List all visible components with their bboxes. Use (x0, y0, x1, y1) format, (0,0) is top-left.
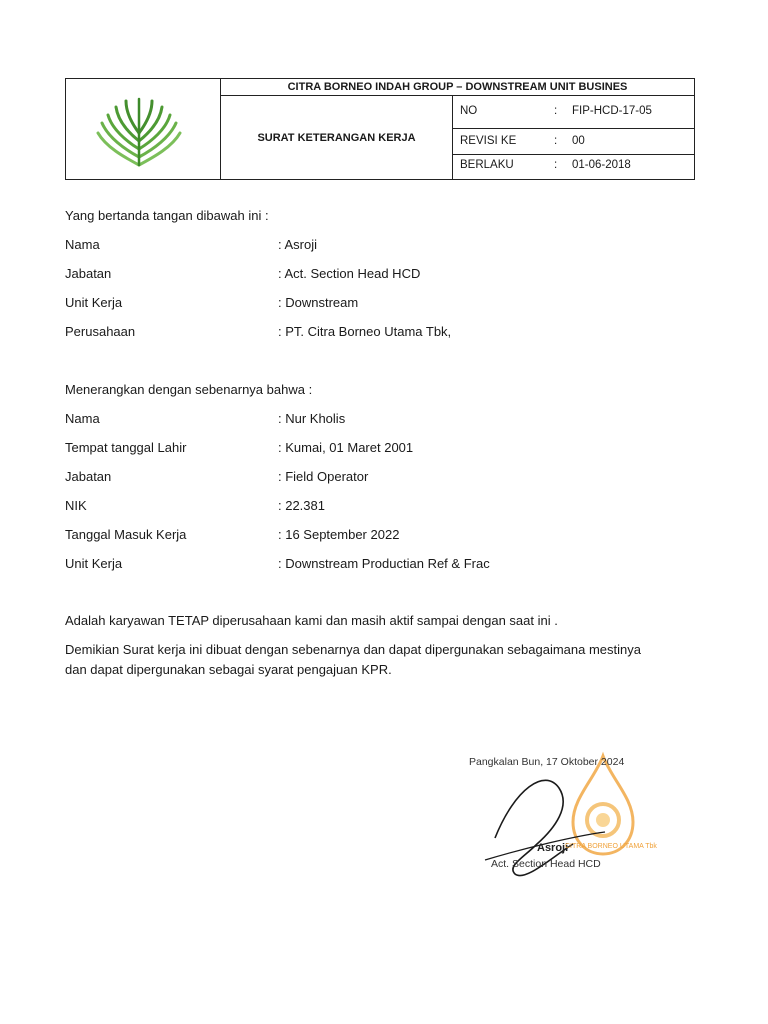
employee-label-tanggal-masuk: Tanggal Masuk Kerja (65, 527, 187, 542)
employee-label-nama: Nama (65, 411, 100, 426)
meta-colon: : (554, 135, 558, 147)
signer-intro: Yang bertanda tangan dibawah ini : (65, 208, 269, 223)
signature-block (455, 748, 675, 888)
employee-value-nama: : Nur Kholis (278, 411, 346, 426)
employee-value-tanggal-masuk: : 16 September 2022 (278, 527, 400, 542)
meta-row-no (453, 96, 694, 129)
stamp-text: CITRA BORNEO UTAMA Tbk (565, 843, 657, 850)
signer-label-perusahaan: Perusahaan (65, 324, 136, 339)
meta-row-revisi (453, 129, 694, 155)
document-header-table (65, 78, 695, 180)
signer-label-unit: Unit Kerja (65, 295, 123, 310)
meta-row-berlaku (453, 155, 694, 179)
meta-key: REVISI KE (460, 135, 517, 147)
palm-leaf-logo-icon (94, 97, 184, 169)
signer-label-jabatan: Jabatan (65, 266, 112, 281)
employee-value-ttl: : Kumai, 01 Maret 2001 (278, 440, 414, 455)
employee-label-unit: Unit Kerja (65, 556, 123, 571)
document-title: SURAT KETERANGAN KERJA (221, 96, 453, 179)
employee-label-jabatan: Jabatan (65, 469, 112, 484)
meta-key: BERLAKU (460, 159, 514, 171)
signature-name: Asroji (537, 842, 569, 854)
meta-key: NO (460, 105, 478, 117)
employee-value-nik: : 22.381 (278, 498, 325, 513)
signer-value-perusahaan: : PT. Citra Borneo Utama Tbk, (278, 324, 452, 339)
meta-colon: : (554, 105, 558, 117)
employee-value-jabatan: : Field Operator (278, 469, 369, 484)
signer-label-nama: Nama (65, 237, 100, 252)
closing-paragraph: Demikian Surat kerja ini dibuat dengan sebenarnya dan dapat dipergunakan sebagaimana mestinya dan dapat dipergunakan sebagai syarat pengajuan KPR. (65, 642, 641, 677)
signer-value-nama: : Asroji (278, 237, 318, 252)
statement-paragraph: Adalah karyawan TETAP diperusahaan kami dan masih aktif sampai dengan saat ini . (65, 613, 558, 628)
meta-value: 00 (572, 135, 585, 147)
meta-colon: : (554, 159, 558, 171)
signature-position: Act. Section Head HCD (491, 858, 601, 870)
meta-value: 01-06-2018 (572, 159, 631, 171)
logo-cell (66, 79, 221, 179)
employee-label-nik: NIK (65, 498, 87, 513)
group-title: CITRA BORNEO INDAH GROUP – DOWNSTREAM UNIT BUSINES (221, 79, 694, 96)
document-meta (453, 96, 694, 179)
employee-label-ttl: Tempat tanggal Lahir (65, 440, 187, 455)
signer-value-unit: : Downstream (278, 295, 359, 310)
employee-value-unit: : Downstream Productian Ref & Frac (278, 556, 490, 571)
employee-intro: Menerangkan dengan sebenarnya bahwa : (65, 382, 313, 397)
signer-value-jabatan: : Act. Section Head HCD (278, 266, 421, 281)
meta-value: FIP-HCD-17-05 (572, 105, 652, 117)
signature-place-date: Pangkalan Bun, 17 Oktober 2024 (469, 756, 625, 768)
